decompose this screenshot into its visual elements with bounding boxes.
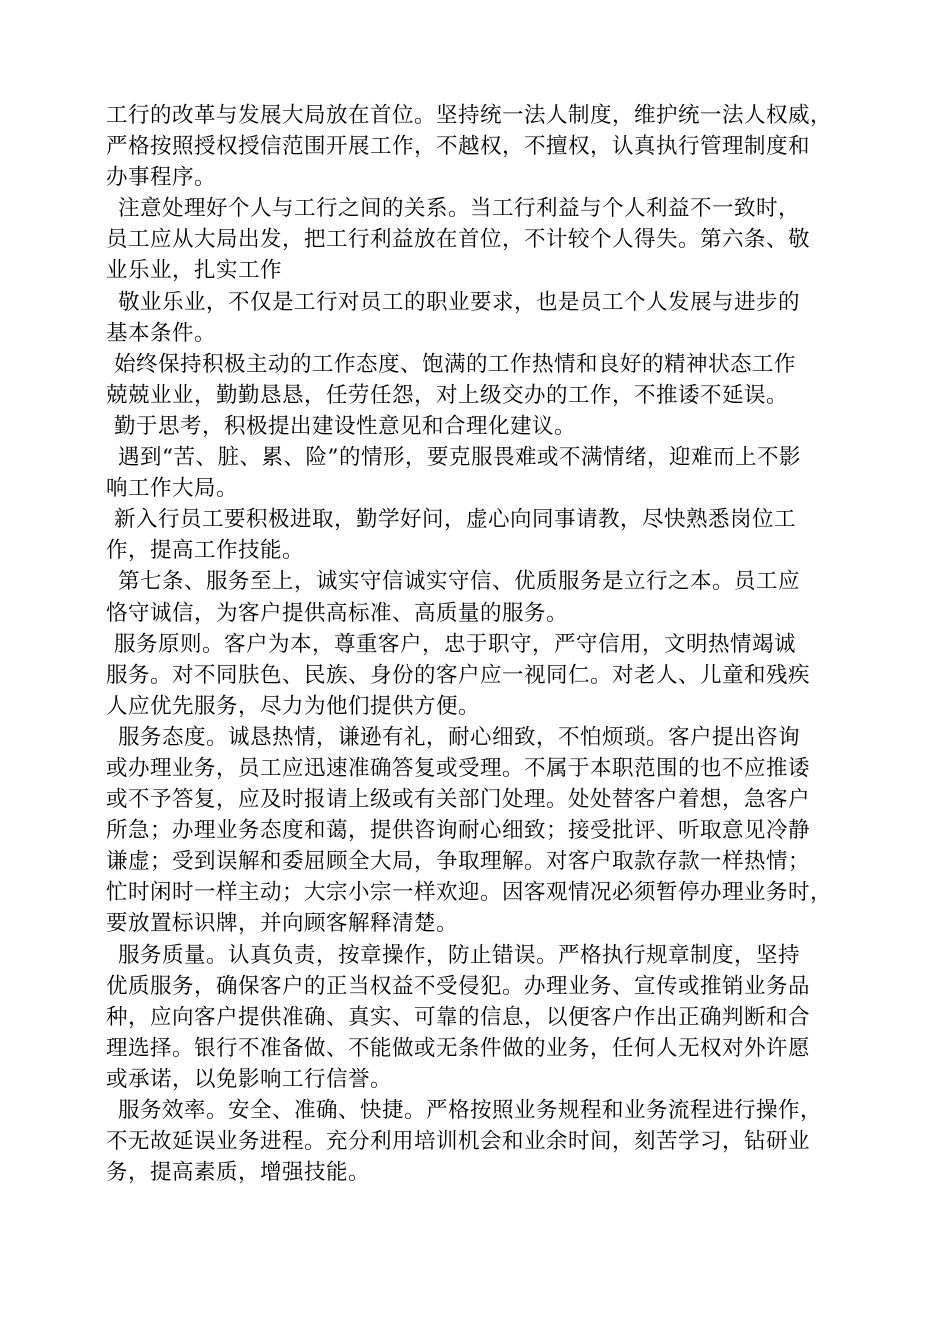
text-line: 办事程序。 [106,165,217,191]
text-line: 作，提高工作技能。 [106,538,305,564]
text-line: 兢兢业业，勤勤恳恳，任劳任怨，对上级交办的工作，不推诿不延误。 [106,382,789,408]
text-line: 服务效率。安全、准确、快捷。严格按照业务规程和业务流程进行操作， [118,1098,823,1123]
text-line: 服务。对不同肤色、民族、身份的客户应一视同仁。对老人、儿童和残疾 [106,662,811,688]
text-line: 或办理业务，员工应迅速准确答复或受理。不属于本职范围的也不应推诿 [106,755,811,781]
text-line: 严格按照授权授信范围开展工作，不越权，不擅权，认真执行管理制度和 [106,134,811,160]
text-line: 第七条、服务至上，诚实守信诚实守信、优质服务是立行之本。员工应 [118,569,801,595]
text-line: 工行的改革与发展大局放在首位。坚持统一法人制度，维护统一法人权威， [106,103,833,128]
text-line: 响工作大局。 [106,476,239,502]
text-line: 新入行员工要积极进取，勤学好问，虚心向同事请教，尽快熟悉岗位工 [114,507,797,533]
text-line: 恪守诚信，为客户提供高标准、高质量的服务。 [106,600,569,626]
text-line: 注意处理好个人与工行之间的关系。当工行利益与个人利益不一致时， [118,196,801,222]
text-line: 要放置标识牌，并向顾客解释清楚。 [106,911,459,937]
text-line: 服务质量。认真负责，按章操作，防止错误。严格执行规章制度，坚持 [118,942,801,968]
text-line: 所急；办理业务态度和蔼，提供咨询耐心细致；接受批评、听取意见冷静 [106,818,811,844]
text-line: 谦虚；受到误解和委屈顾全大局，争取理解。对客户取款存款一样热情； [106,849,811,875]
text-line: 优质服务，确保客户的正当权益不受侵犯。办理业务、宣传或推销业务品 [106,973,811,999]
text-line: 不无故延误业务进程。充分利用培训机会和业余时间，刻苦学习，钻研业 [106,1129,811,1155]
text-line: 忙时闲时一样主动；大宗小宗一样欢迎。因客观情况必须暂停办理业务时， [106,880,833,906]
text-line: 服务原则。客户为本，尊重客户，忠于职守，严守信用，文明热情竭诚 [114,631,797,657]
text-line: 或不予答复，应及时报请上级或有关部门处理。处处替客户着想，急客户 [106,787,811,813]
text-line: 业乐业，扎实工作 [106,258,283,284]
text-line: 基本条件。 [106,320,217,346]
text-line: 或承诺，以免影响工行信誉。 [106,1066,393,1092]
text-line: 遇到“苦、脏、累、险”的情形，要克服畏难或不满情绪，迎难而上不影 [118,445,801,471]
text-line: 理选择。银行不准备做、不能做或无条件做的业务，任何人无权对外许愿 [106,1035,811,1061]
text-line: 人应优先服务，尽力为他们提供方便。 [106,693,481,719]
text-line: 勤于思考，积极提出建设性意见和合理化建议。 [114,413,577,439]
text-line: 员工应从大局出发，把工行利益放在首位，不计较个人得失。第六条、敬 [106,227,811,253]
text-line: 敬业乐业，不仅是工行对员工的职业要求，也是员工个人发展与进步的 [118,289,801,315]
text-line: 服务态度。诚恳热情，谦逊有礼，耐心细致，不怕烦琐。客户提出咨询 [118,724,801,750]
text-line: 种，应向客户提供准确、真实、可靠的信息，以便客户作出正确判断和合 [106,1004,811,1030]
text-line: 务，提高素质，增强技能。 [106,1160,371,1186]
document-body [106,100,906,1188]
text-line: 始终保持积极主动的工作态度、饱满的工作热情和良好的精神状态工作 [114,351,797,377]
